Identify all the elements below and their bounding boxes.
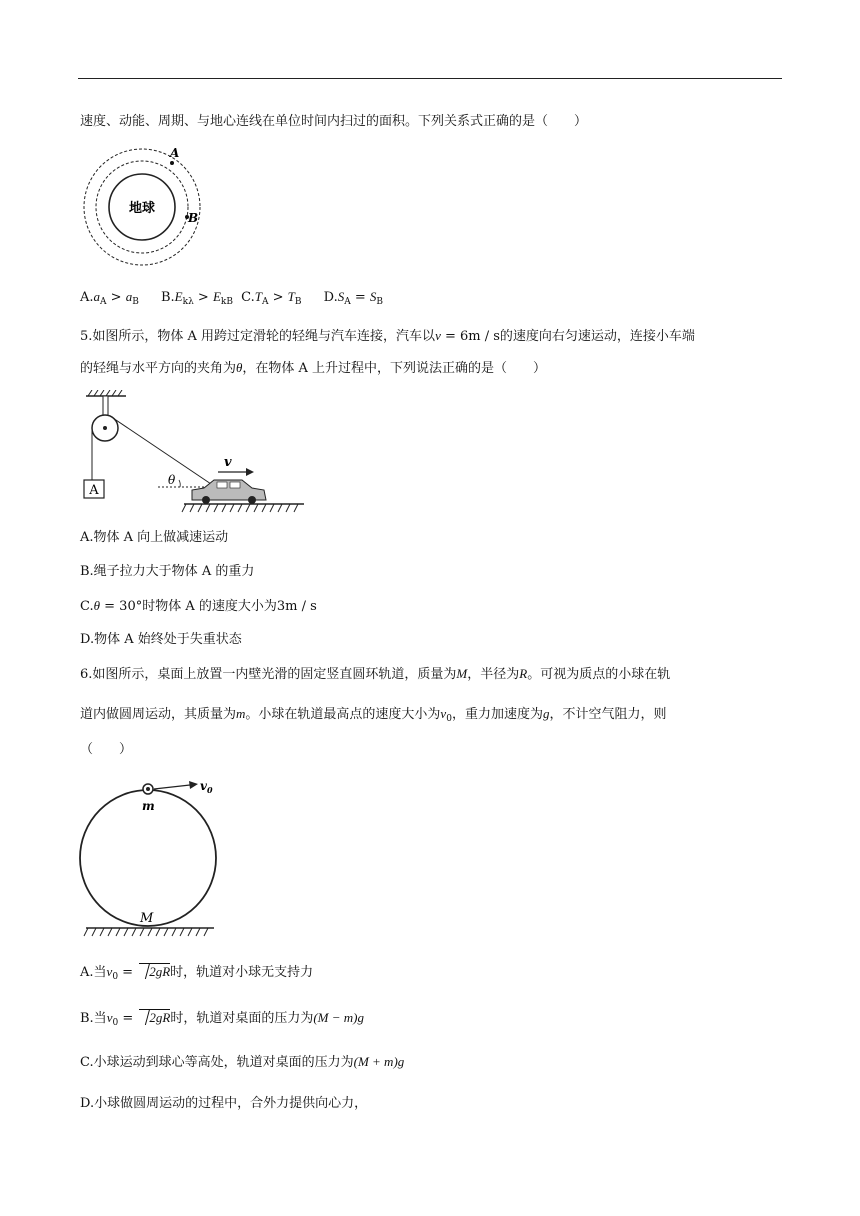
header-rule: [78, 78, 782, 79]
q6-stem-line3: （ ）: [80, 742, 133, 757]
point-a-label: A: [170, 146, 180, 160]
q6-stem-line2: 道内做圆周运动，其质量为m。小球在轨道最高点的速度大小为$v_0$，重力加速度为g，不计空气阻力，则: [80, 706, 667, 724]
q6-option-d[interactable]: D.小球做圆周运动的过程中，合外力提供向心力，: [80, 1096, 368, 1111]
velocity-label: $v_0$: [200, 779, 213, 795]
block-a-label: A: [89, 483, 99, 498]
q6-option-a[interactable]: A.当$v_0 = 2gR$时，轨道对小球无支持力: [80, 964, 314, 982]
q4-orbit-figure: [78, 144, 208, 270]
car: [192, 480, 266, 500]
q5-pulley-car-figure: [80, 390, 308, 516]
q5-option-a[interactable]: A.物体 A 向上做减速运动: [80, 530, 229, 545]
q4-option-d[interactable]: $D.S_A = S_B$: [323, 289, 384, 307]
angle-label: θ: [168, 473, 176, 487]
q4-option-b[interactable]: $B.E_{k\lambda} > E_{kB}$: [160, 289, 233, 307]
q4-options: [80, 287, 401, 312]
q5-stem-line1: 5.如图所示，物体 A 用跨过定滑轮的轻绳与汽车连接，汽车以v = 6m / s的速度向右匀速运动，连接小车端: [80, 328, 695, 344]
q5-option-d[interactable]: D.物体 A 始终处于失重状态: [80, 632, 242, 647]
q6-option-c[interactable]: C.小球运动到球心等高处，轨道对桌面的压力为(M + m)g: [80, 1054, 405, 1070]
ball-label: m: [142, 799, 155, 813]
satellite-a-dot: [170, 161, 174, 165]
earth-label: 地球: [128, 201, 156, 216]
q4-option-c[interactable]: $C.T_A > T_B$: [241, 289, 302, 307]
q5-stem-line2: 的轻绳与水平方向的夹角为θ，在物体 A 上升过程中，下列说法正确的是（ ）: [80, 360, 547, 376]
q6-option-b[interactable]: B.当$v_0 = 2gR$时，轨道对桌面的压力为(M − m)g: [80, 1010, 364, 1028]
q4-stem: 速度、动能、周期、与地心连线在单位时间内扫过的面积。下列关系式正确的是（ ）: [80, 114, 588, 129]
q5-option-c[interactable]: C.θ = 30°时物体 A 的速度大小为3m / s: [80, 598, 317, 614]
q5-option-b[interactable]: B.绳子拉力大于物体 A 的重力: [80, 564, 255, 579]
track-label: M: [140, 911, 154, 926]
q6-loop-track-figure: [78, 772, 228, 944]
q4-option-a[interactable]: $A.a_A > a_B$: [80, 289, 139, 307]
q6-stem-line1: 6.如图所示，桌面上放置一内壁光滑的固定竖直圆环轨道，质量为M，半径为R。可视为质点的小球在轨: [80, 666, 671, 682]
point-b-label: B: [188, 211, 199, 225]
velocity-label: v: [224, 455, 232, 470]
